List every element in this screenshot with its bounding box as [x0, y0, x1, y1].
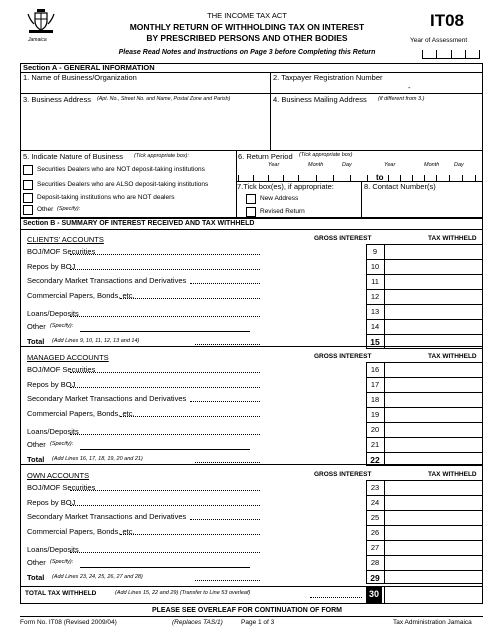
period-col-day-from: Day: [342, 162, 352, 168]
line-item-label: Commercial Papers, Bonds, etc.: [27, 527, 135, 536]
line-number: 26: [370, 528, 380, 537]
line-number: 29: [370, 573, 380, 583]
tax-withheld-field[interactable]: [385, 320, 482, 333]
line-number: 25: [370, 513, 380, 522]
tax-withheld-field[interactable]: [385, 408, 482, 421]
line-number: 21: [370, 440, 380, 449]
gross-interest-field[interactable]: [300, 408, 364, 421]
gross-interest-field[interactable]: [300, 320, 364, 333]
revised-return-label: Revised Return: [260, 208, 305, 215]
section-a-title: Section A - GENERAL INFORMATION: [23, 63, 155, 72]
coat-caption: Jamaica: [28, 37, 47, 43]
nature-checkbox-3[interactable]: [23, 193, 33, 203]
grand-total-label: TOTAL TAX WITHHELD: [25, 590, 97, 597]
agency-name: Tax Administration Jamaica: [393, 619, 472, 626]
act-title: THE INCOME TAX ACT: [207, 11, 287, 20]
line-number: 15: [370, 337, 380, 347]
business-name-field[interactable]: [21, 83, 269, 93]
contact-number-field[interactable]: [362, 192, 482, 217]
period-col-month-from: Month: [308, 162, 324, 168]
trn-dash: -: [408, 83, 411, 92]
line-item-label: Commercial Papers, Bonds, etc.: [27, 409, 135, 418]
return-period-label: 6. Return Period: [238, 152, 293, 161]
nature-of-business-hint: (Tick appropriate box):: [134, 153, 189, 159]
line-number: 17: [370, 380, 380, 389]
line-item-label: Other: [27, 440, 46, 449]
instructions-note: Please Read Notes and Instructions on Page 3 before Completing this Return: [118, 49, 376, 56]
line-item-label: Commercial Papers, Bonds, etc.: [27, 291, 135, 300]
tax-withheld-field[interactable]: [385, 290, 482, 303]
year-of-assessment-label: Year of Assessment: [410, 37, 468, 44]
revised-return-checkbox[interactable]: [246, 207, 256, 217]
line-number: 19: [370, 410, 380, 419]
period-col-day-to: Day: [454, 162, 464, 168]
line-item-label: Secondary Market Transactions and Derivatives: [27, 276, 187, 285]
line-number: 22: [370, 455, 380, 465]
gross-interest-header: GROSS INTEREST: [314, 353, 372, 360]
business-address-field[interactable]: [21, 106, 269, 150]
business-address-label: 3. Business Address: [23, 95, 91, 104]
gross-interest-header: GROSS INTEREST: [314, 235, 372, 242]
mailing-address-label: 4. Business Mailing Address: [273, 95, 367, 104]
line-item-label: BOJ/MOF Securities: [27, 365, 96, 374]
line-number: 20: [370, 425, 380, 434]
line-item-label: Loans/Deposits: [27, 309, 79, 318]
page-number: Page 1 of 3: [241, 619, 275, 626]
gross-interest-field[interactable]: [300, 511, 364, 524]
line-number: 10: [370, 262, 380, 271]
line-number: 12: [370, 292, 380, 301]
period-col-year-to: Year: [384, 162, 396, 168]
tax-withheld-field[interactable]: [385, 260, 482, 273]
gross-interest-field[interactable]: [300, 275, 364, 288]
line-number: 18: [370, 395, 380, 404]
mailing-address-hint: (if different from 3.): [378, 96, 425, 102]
line-item-label: Repos by BOJ: [27, 262, 76, 271]
business-name-label: 1. Name of Business/Organization: [23, 73, 137, 82]
gross-interest-field[interactable]: [300, 481, 364, 494]
nature-option-3: Deposit-taking institutions who are NOT dealers: [37, 194, 175, 201]
nature-option-1: Securities Dealers who are NOT deposit-taking institutions: [37, 166, 205, 173]
period-to-label: to: [376, 173, 384, 182]
tax-withheld-field[interactable]: [385, 363, 482, 376]
other-specify-field[interactable]: [80, 331, 250, 332]
line-item-label: BOJ/MOF Securities: [27, 483, 96, 492]
line-number: 23: [370, 483, 380, 492]
mailing-address-field[interactable]: [271, 106, 482, 150]
nature-other-hint: (Specify):: [57, 206, 81, 212]
tax-withheld-field[interactable]: [385, 571, 482, 584]
return-period-hint: (Tick appropriate box): [299, 152, 353, 158]
tax-withheld-field[interactable]: [385, 423, 482, 436]
other-specify-field[interactable]: [80, 567, 250, 568]
line-item-label: Loans/Deposits: [27, 545, 79, 554]
tax-withheld-field[interactable]: [385, 526, 482, 539]
nature-other-field[interactable]: [85, 205, 233, 215]
gross-interest-field[interactable]: [300, 541, 364, 554]
nature-option-other: Other: [37, 206, 54, 213]
total-label: Total: [27, 455, 45, 464]
gross-interest-field[interactable]: [300, 290, 364, 303]
other-specify-field[interactable]: [80, 449, 250, 450]
other-specify-hint: (Specify):: [50, 559, 74, 565]
line-number: 13: [370, 307, 380, 316]
group-title: MANAGED ACCOUNTS: [27, 353, 109, 362]
gross-interest-field[interactable]: [300, 393, 364, 406]
tax-withheld-field[interactable]: [385, 511, 482, 524]
gross-interest-field[interactable]: [300, 305, 364, 318]
line-item-label: Other: [27, 322, 46, 331]
trn-field[interactable]: [290, 83, 470, 93]
section-b-title: Section B - SUMMARY OF INTEREST RECEIVED AND TAX WITHHELD: [23, 220, 255, 227]
business-address-hint: (Apt. No., Street No. and Name, Postal Zone and Parish): [97, 96, 231, 102]
trn-label: 2. Taxpayer Registration Number: [273, 73, 383, 82]
tax-withheld-header: TAX WITHHELD: [428, 235, 477, 242]
nature-checkbox-other[interactable]: [23, 205, 33, 215]
tax-withheld-field[interactable]: [385, 556, 482, 569]
period-col-month-to: Month: [424, 162, 440, 168]
new-address-label: New Address: [260, 195, 299, 202]
line-number: 9: [372, 247, 378, 256]
tax-withheld-field[interactable]: [385, 393, 482, 406]
gross-interest-field[interactable]: [300, 571, 364, 584]
gross-interest-field[interactable]: [300, 556, 364, 569]
line-number: 14: [370, 322, 380, 331]
total-hint: (Add Lines 9, 10, 11, 12, 13 and 14): [52, 338, 140, 344]
contact-number-label: 8. Contact Number(s): [364, 182, 436, 191]
tick-boxes-label: 7.Tick box(es), if appropriate:: [237, 182, 334, 191]
group-title: OWN ACCOUNTS: [27, 471, 90, 480]
gross-interest-header: GROSS INTEREST: [314, 471, 372, 478]
line-item-label: Loans/Deposits: [27, 427, 79, 436]
other-specify-hint: (Specify):: [50, 323, 74, 329]
overleaf-notice: PLEASE SEE OVERLEAF FOR CONTINUATION OF FORM: [151, 607, 343, 614]
nature-checkbox-2[interactable]: [23, 180, 33, 190]
line-item-label: BOJ/MOF Securities: [27, 247, 96, 256]
gross-interest-field[interactable]: [300, 245, 364, 258]
line-number: 27: [370, 543, 380, 552]
line-number: 16: [370, 365, 380, 374]
tax-withheld-field[interactable]: [385, 438, 482, 451]
replaces-note: (Replaces TAS/1): [172, 619, 223, 626]
total-label: Total: [27, 573, 45, 582]
tax-withheld-field[interactable]: [385, 305, 482, 318]
tax-withheld-field[interactable]: [385, 496, 482, 509]
line-number: 24: [370, 498, 380, 507]
tax-withheld-field[interactable]: [385, 275, 482, 288]
new-address-checkbox[interactable]: [246, 194, 256, 204]
tax-withheld-field[interactable]: [385, 378, 482, 391]
line-number: 28: [370, 558, 380, 567]
tax-withheld-field[interactable]: [385, 481, 482, 494]
line-item-label: Secondary Market Transactions and Derivatives: [27, 512, 187, 521]
form-code: IT08: [430, 11, 465, 30]
tax-withheld-header: TAX WITHHELD: [428, 353, 477, 360]
group-title: CLIENTS' ACCOUNTS: [27, 235, 104, 244]
total-label: Total: [27, 337, 45, 346]
total-hint: (Add Lines 23, 24, 25, 26, 27 and 28): [52, 574, 143, 580]
line-30-tax-field[interactable]: [384, 586, 483, 604]
line-number: 11: [371, 277, 379, 286]
gross-interest-field[interactable]: [300, 526, 364, 539]
nature-of-business-label: 5. Indicate Nature of Business: [23, 152, 124, 161]
year-of-assessment-field[interactable]: [422, 48, 480, 59]
line-item-label: Secondary Market Transactions and Derivatives: [27, 394, 187, 403]
tax-withheld-field[interactable]: [385, 245, 482, 258]
gross-interest-field[interactable]: [300, 438, 364, 451]
gross-interest-field[interactable]: [300, 496, 364, 509]
tax-withheld-header: TAX WITHHELD: [428, 471, 477, 478]
gross-interest-field[interactable]: [300, 260, 364, 273]
nature-option-2: Securities Dealers who are ALSO deposit-taking institutions: [37, 181, 209, 188]
line-item-label: Repos by BOJ: [27, 380, 76, 389]
form-title-line1: MONTHLY RETURN OF WITHHOLDING TAX ON INTEREST: [129, 22, 365, 32]
nature-checkbox-1[interactable]: [23, 165, 33, 175]
line-30-number: 30: [368, 589, 379, 599]
line-item-label: Other: [27, 558, 46, 567]
form-number: Form No. IT08 (Revised 2009/04): [20, 619, 117, 626]
total-hint: (Add Lines 16, 17, 18, 19, 20 and 21): [52, 456, 143, 462]
period-col-year-from: Year: [268, 162, 280, 168]
other-specify-hint: (Specify):: [50, 441, 74, 447]
grand-total-hint: (Add Lines 15, 22 and 29) (Transfer to Line 53 overleaf): [115, 590, 251, 596]
gross-interest-field[interactable]: [300, 423, 364, 436]
gross-interest-field[interactable]: [300, 378, 364, 391]
tax-withheld-field[interactable]: [385, 541, 482, 554]
form-title-line2: BY PRESCRIBED PERSONS AND OTHER BODIES: [146, 33, 348, 43]
gross-interest-field[interactable]: [300, 363, 364, 376]
line-item-label: Repos by BOJ: [27, 498, 76, 507]
